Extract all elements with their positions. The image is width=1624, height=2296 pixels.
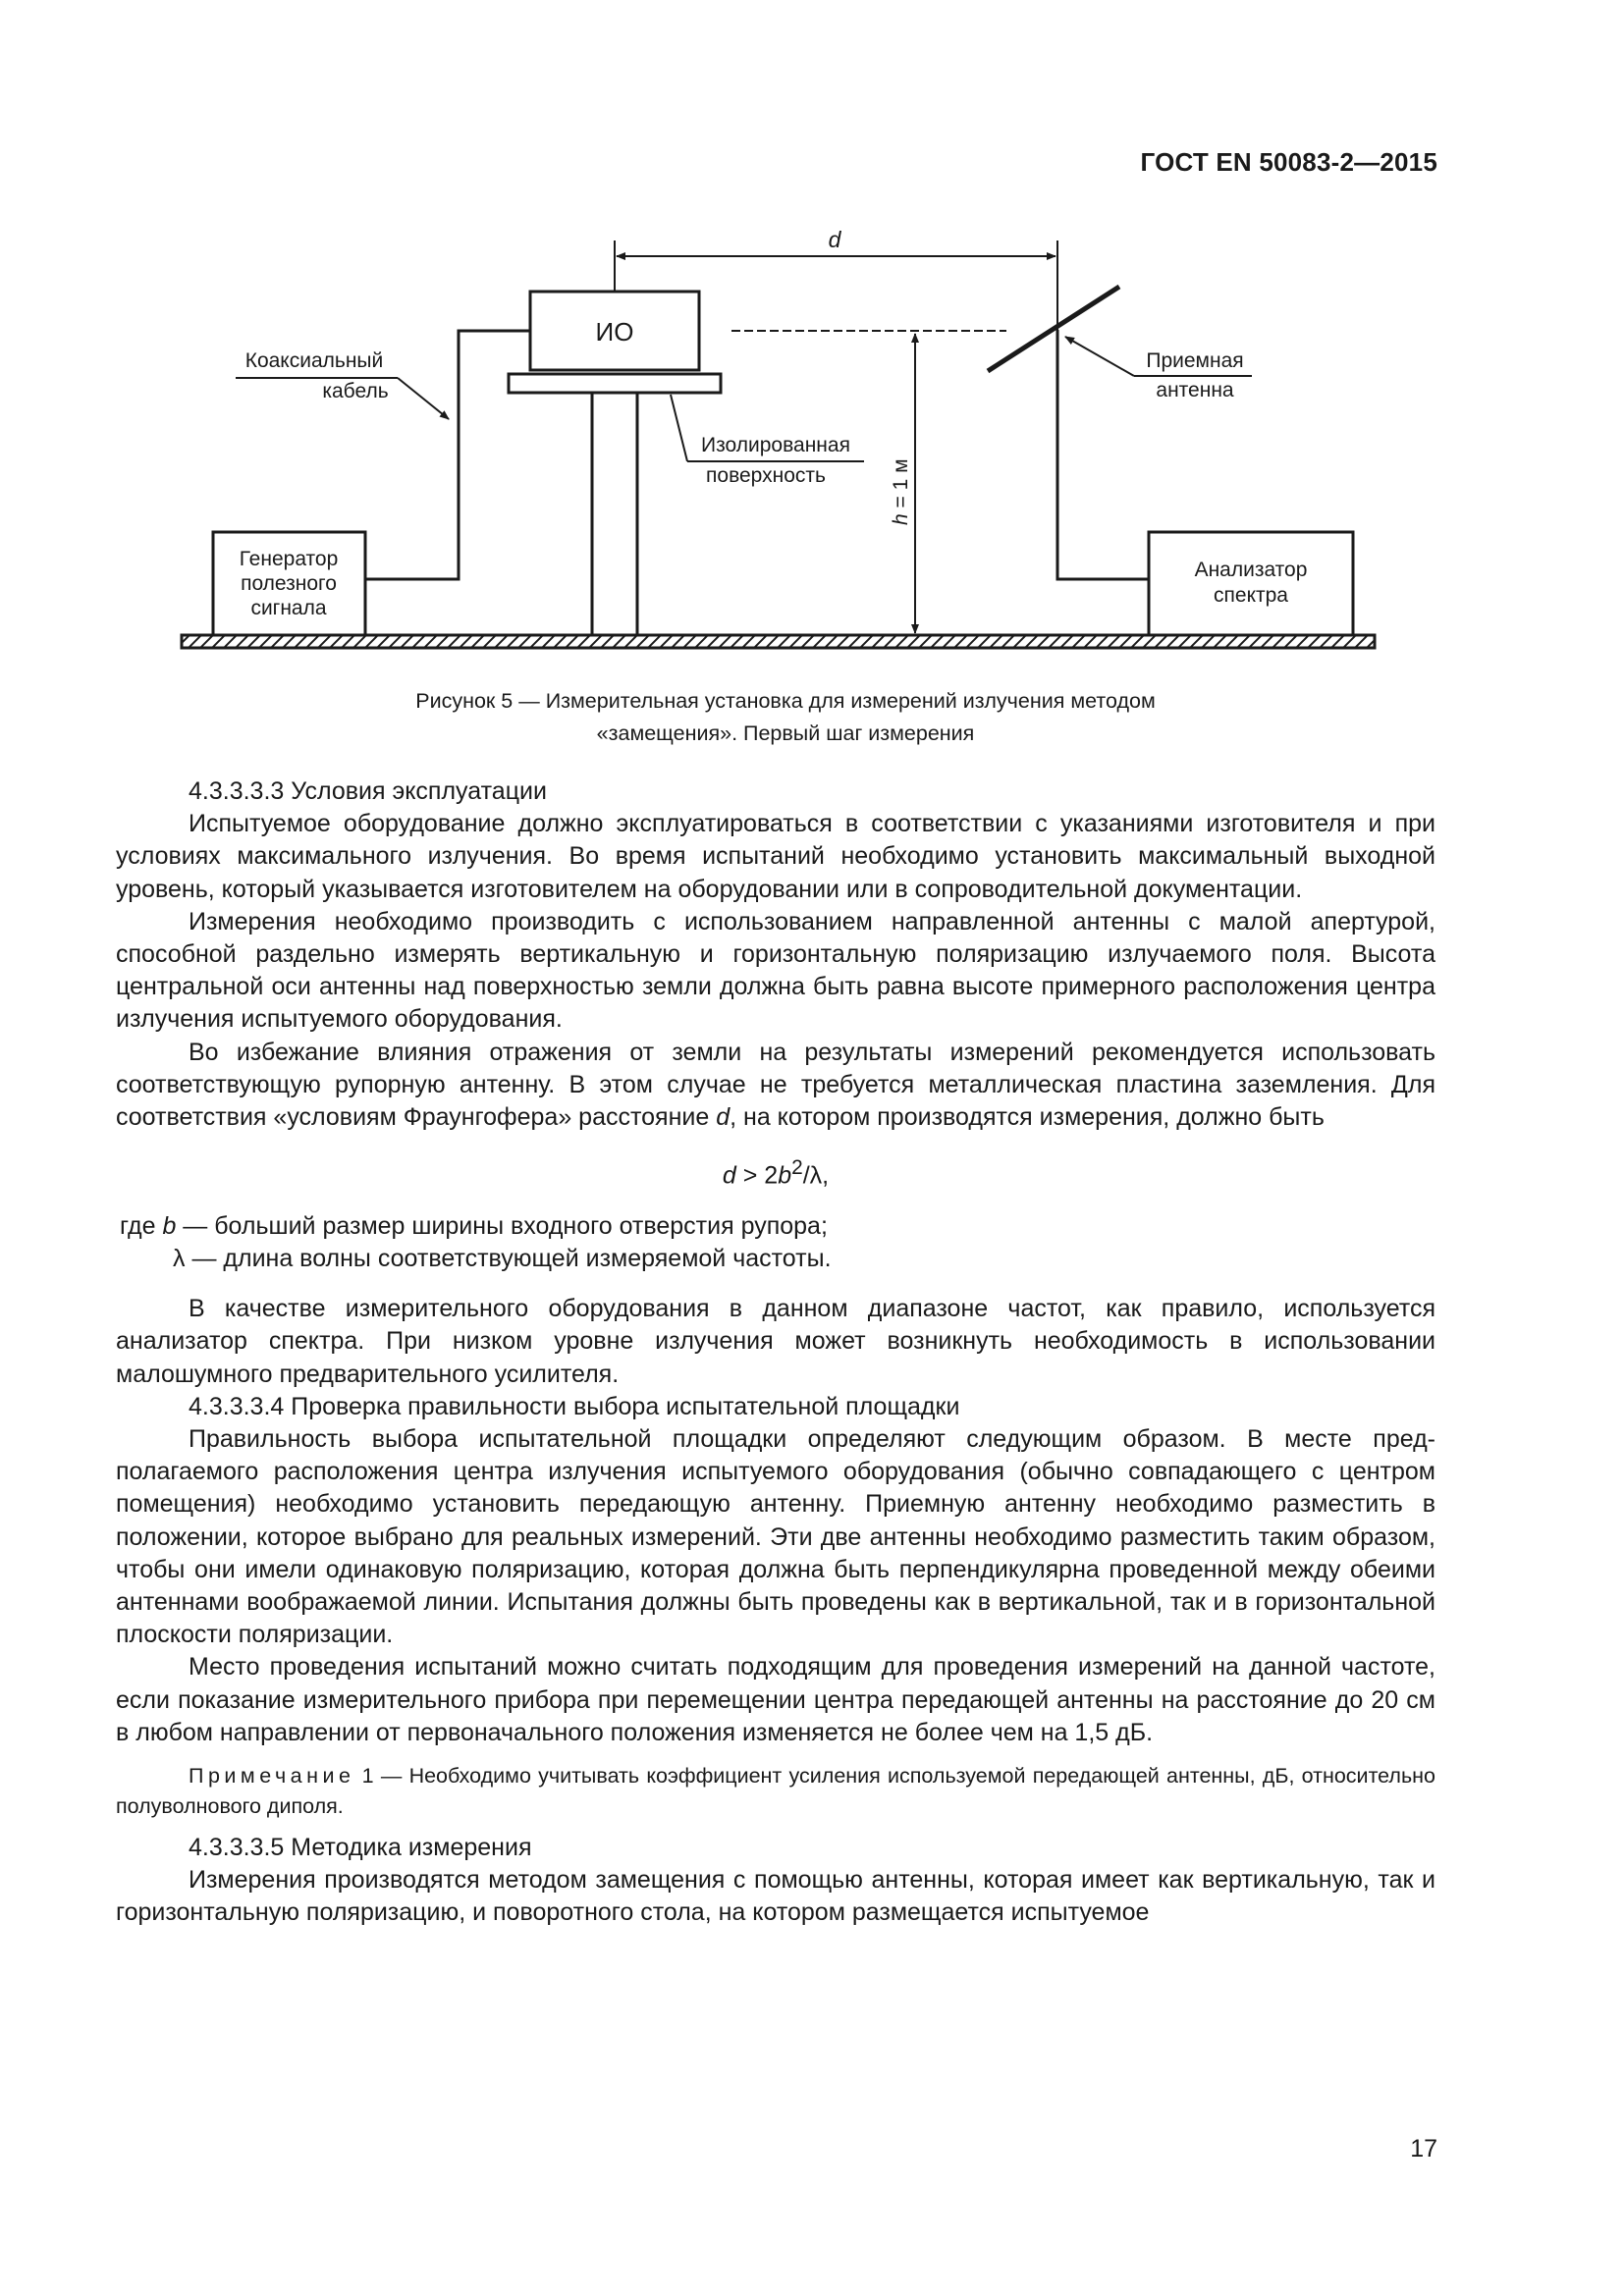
fraunhofer-formula: $d > 2b^2/\lambda$, [722, 1156, 830, 1190]
insulated-label-1: Изолированная [701, 434, 850, 456]
figure-caption [295, 685, 1276, 750]
generator-label-2: полезного [241, 572, 337, 595]
receiving-antenna-leader [1065, 337, 1134, 376]
body-text [116, 775, 1435, 1930]
page-number: 17 [1410, 2135, 1437, 2163]
receiving-antenna-element [988, 287, 1119, 371]
coax-label-1: Коаксиальный [244, 349, 384, 372]
paragraph: Измерения производятся методом замещения с помощью антенны, которая имеет как вертикальную, так и горизонтальную поляризацию, и поворотного стола, на котором размещается испытуемое [116, 1866, 1435, 1927]
paragraph: Во избежание влияния отражения от земли на результаты измерений рекомендуется использовать соответствующую рупорную антенну. В этом случае не требуется металлическая пластина заземления. Для соответствия «условиям Фраунгофера» расстояние d, на котором производятся измерения, должно быть [116, 1038, 1435, 1132]
insulated-label-2: поверхность [706, 464, 826, 487]
measurement-setup-figure [0, 0, 1624, 677]
coax-leader [398, 378, 449, 419]
receiving-antenna-label-2: антенна [1156, 379, 1234, 401]
insulated-leader [671, 395, 687, 461]
paragraph: Измерения необходимо производить с использованием направленной антенны с малой апертурой, способной раздельно измерять вертикальную и горизонтальную поляризацию излучаемого поля. Высота центральной оси антенны над поверхностью земли должна быть равна высоте примерного расположения центра излучения испытуемого оборудования. [116, 907, 1435, 1034]
generator-label-1: Генератор [239, 548, 339, 570]
paragraph: Место проведения испытаний можно считать подходящим для проведения измерений на данной частоте, если показание измерительного прибора при перемещении центра передающей антенны на расстояние до 20 см в любом направлении от первоначального положения изменяется не более чем на 1,5 дБ. [116, 1653, 1435, 1746]
h-label: h = 1 м [890, 458, 912, 525]
analyzer-label-2: спектра [1214, 584, 1288, 607]
generator-label-3: сигнала [250, 597, 327, 619]
d-label: d [828, 227, 841, 252]
document-header: ГОСТ EN 50083-2—2015 [1140, 147, 1437, 177]
caption-line-2: «замещения». Первый шаг измерения [596, 721, 975, 745]
paragraph: Правильность выбора испытательной площадки определяют следующим образом. В месте предполагаемого расположения центра излучения испытуемого оборудования (обычно совпадающего с центром помещения) необходимо установить передающую антенну. Приемную антенну необходимо разместить в положении, которое выбрано для реальных измерений. Эти две антенны необходимо разместить таким образом, чтобы они имели одинаковую поляризацию, которая должна быть перпендикулярна проведенной между обеими антеннами воображаемой линии. Испытания должны быть проведены как в вертикальной, так и в горизонтальной плоскости поляризации. [116, 1424, 1435, 1649]
caption-line-1: Рисунок 5 — Измерительная установка для измерений излучения методом [415, 689, 1156, 713]
coax-label-2: кабель [322, 380, 389, 402]
formula-legend-lambda: λ — длина волны соответствующей измеряемой частоты. [173, 1244, 832, 1272]
coaxial-cable [365, 331, 530, 579]
paragraph: В качестве измерительного оборудования в данном диапазоне частот, как правило, используется анализатор спектра. При низком уровне излучения может возникнуть необходимость в использовании малошумного предварительного усилителя. [116, 1295, 1435, 1388]
formula-legend-b: где b — больший размер ширины входного отверстия рупора; [120, 1211, 828, 1240]
receiving-antenna-label-1: Приемная [1146, 349, 1244, 372]
analyzer-label-1: Анализатор [1194, 559, 1308, 581]
eut-label: ИО [595, 317, 634, 347]
note-1: Примечание 1 — Необходимо учитывать коэффициент усиления используемой передающей антенны, дБ, относительно полуволнового диполя. [116, 1764, 1435, 1819]
ground-plane [182, 635, 1375, 648]
paragraph: Испытуемое оборудование должно эксплуатироваться в соответствии с указаниями изготовителя и при условиях максимального излучения. Во время испытаний необходимо установить максимальный выходной уровень, который указывается изготовителем на оборудовании или в сопроводительной документации. [116, 810, 1435, 903]
insulated-table-top [509, 374, 721, 393]
section-title-4.3.3.3.5: 4.3.3.3.5 Методика измерения [189, 1834, 532, 1862]
section-title-4.3.3.3.3: 4.3.3.3.3 Условия эксплуатации [189, 777, 547, 805]
section-title-4.3.3.3.4: 4.3.3.3.4 Проверка правильности выбора испытательной площадки [189, 1392, 960, 1420]
antenna-mast-cable [1057, 330, 1149, 579]
